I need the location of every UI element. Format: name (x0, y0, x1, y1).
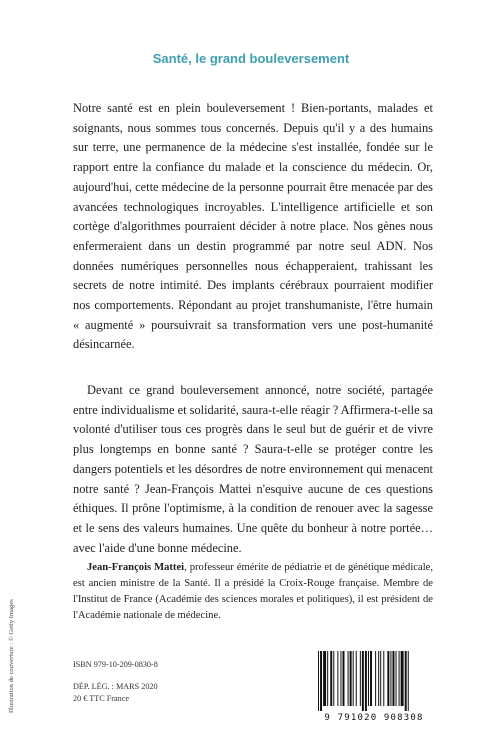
barcode-bar (405, 651, 407, 711)
barcode-bar (333, 651, 334, 706)
barcode-bar (387, 651, 389, 706)
barcode-bar (348, 651, 349, 706)
barcode-bar (392, 651, 394, 706)
summary-paragraph-1: Notre santé est en plein bouleversement ! Bien-portants, malades et soignants, nous sommes tous concernés. Depuis qu'il y a des humains sur terre, une permanence de la médecine s'est installée, fondée sur le rapport entre la confiance du malade et la conscience du médecin. Or, aujourd'hui, cette médecine de la personne pourrait être menacée par des avancées technologiques incroyables. L'intelligence artificielle et son cortège d'algorithmes pourraient décider à notre place. Nos gènes nous enfermeraient dans un destin programmé par notre seul ADN. Nos données numériques personnelles nous échapperaient, trahissant les secrets de notre intimité. Des implants cérébraux pourraient modifier nos comportements. Répondant au projet transhumaniste, l'être humain « augmenté » poursuivrait sa transformation vers une post-humanité désincarnée. (73, 101, 433, 352)
barcode-bar (378, 651, 379, 706)
barcode-bar (360, 651, 361, 706)
barcode-bar (375, 651, 376, 706)
barcode-bar (390, 651, 391, 706)
barcode-bar (401, 651, 404, 706)
barcode-bar (370, 651, 372, 706)
cover-credit: Illustration de couverture : © Getty Images (8, 599, 15, 713)
barcode-bar (330, 651, 332, 706)
barcode-bar (342, 651, 344, 706)
barcode-bar (368, 651, 369, 706)
barcode-bar (337, 651, 338, 706)
barcode-bar (365, 651, 367, 711)
barcode-bar (318, 651, 319, 711)
barcode (312, 651, 436, 725)
barcode-bar (356, 651, 357, 706)
barcode-bar (399, 651, 400, 706)
author-name: Jean-François Mattei (87, 562, 185, 573)
barcode-bar (353, 651, 354, 706)
author-bio-text: , professeur émérite de pédiatrie et de génétique médicale, est ancien ministre de la Santé. Il a présidé la Croix-Rouge française. Membre de l'Institut de France (Académie des sciences morales et politiques), il est président de l'Académie nationale de médecine. (73, 562, 433, 621)
barcode-bar (362, 651, 364, 711)
book-title: Santé, le grand bouleversement (152, 51, 350, 66)
isbn: ISBN 979-10-209-0830-8 (73, 660, 158, 669)
barcode-digits: 9 791020 908308 (324, 713, 424, 723)
barcode-bar (320, 651, 322, 711)
author-bio (73, 560, 433, 624)
summary-paragraph-2: Devant ce grand bouleversement annoncé, notre société, partagée entre individualisme et solidarité, saura-t-elle réagir ? Affirmera-t-elle sa volonté d'utiliser tous ces progrès dans le seul but de guérir et de vivre plus longtemps en bonne santé ? Saura-t-elle se protéger contre les dangers potentiels et les désordres de notre environnement qui menacent notre santé ? Jean-François Mattei n'esquive aucune de ces questions éthiques. Il prône l'optimisme, à la condition de renouer avec la sagesse et le sens des valeurs humaines. Une quête du bonheur à notre portée… avec l'aide d'une bonne médecine. (73, 383, 433, 555)
barcode-bar (350, 651, 352, 706)
price: 20 € TTC France (73, 694, 130, 703)
barcode-icon (312, 651, 436, 713)
barcode-bar (396, 651, 397, 706)
legal-deposit: DÉP. LÉG. : MARS 2020 (73, 682, 158, 691)
barcode-bar (383, 651, 384, 706)
barcode-bar (340, 651, 341, 706)
barcode-bar (408, 651, 409, 711)
barcode-bar (327, 651, 328, 706)
barcode-bar (380, 651, 381, 706)
barcode-bar (323, 651, 326, 706)
